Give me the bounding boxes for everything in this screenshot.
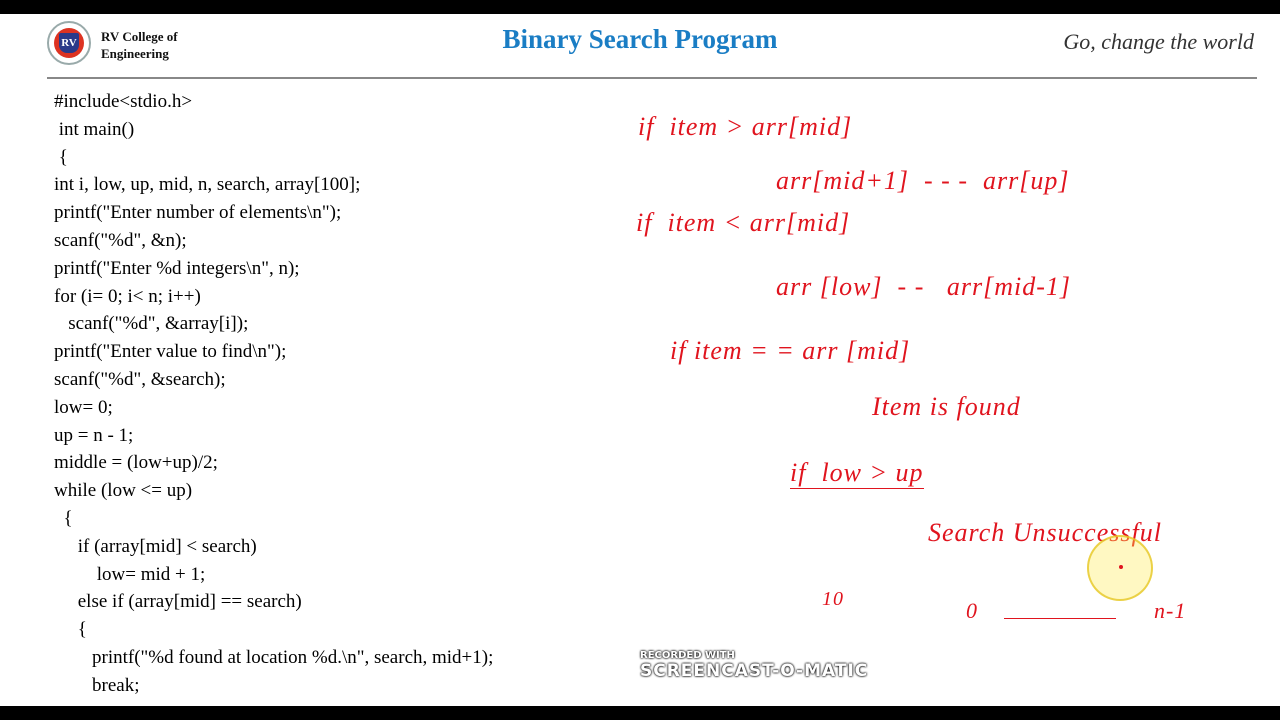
code-line: int main() [54,118,135,140]
code-line: scanf("%d", &n); [54,229,187,251]
note-ten: 10 [822,588,844,610]
slide-title: Binary Search Program [502,24,778,54]
code-line: low= 0; [54,396,113,418]
code-line: up = n - 1; [54,424,134,446]
header-divider [47,77,1257,79]
code-line: printf("Enter number of elements\n"); [54,202,342,224]
code-line: while (low <= up) [54,480,193,502]
code-block [54,88,493,700]
code-line: printf("Enter value to find\n"); [54,341,287,363]
code-line: #include<stdio.h> [54,91,193,112]
college-name-line2: Engineering [101,46,169,61]
screencast-watermark [640,650,868,681]
note-if-greater: if item > arr[mid] [638,112,853,141]
code-line: printf("%d found at location %d.\n", search, mid+1); [54,646,494,668]
tagline: Go, change the world [1063,29,1254,54]
note-n-minus-1: n-1 [1154,598,1187,623]
code-line: { [54,507,73,529]
code-line: scanf("%d", &array[i]); [54,313,249,335]
note-lower-range: arr [low] - - arr[mid-1] [776,272,1071,301]
note-if-equal: if item = = arr [mid] [670,336,911,365]
code-line: break; [54,674,140,696]
watermark-line1: RECORDED WITH [640,650,735,661]
code-line: low= mid + 1; [54,563,206,585]
pointer-dot [1119,565,1123,569]
code-line: middle = (low+up)/2; [54,452,218,474]
note-if-less: if item < arr[mid] [636,208,851,237]
note-zero: 0 [966,598,978,623]
code-line: if (array[mid] < search) [54,535,257,557]
bottom-black-bar [0,706,1280,720]
code-line: for (i= 0; i< n; i++) [54,285,201,307]
code-line: { [54,146,68,168]
note-search-unsuccessful: Search Unsuccessful [928,518,1162,547]
pointer-highlight [1087,535,1153,601]
note-item-found: Item is found [872,392,1021,421]
college-logo: RV [47,21,91,65]
watermark-line2: SCREENCAST-O-MATIC [640,661,869,681]
note-upper-range: arr[mid+1] - - - arr[up] [776,166,1070,195]
top-black-bar [0,0,1280,14]
code-line: int i, low, up, mid, n, search, array[100]; [54,174,361,196]
code-line: scanf("%d", &search); [54,368,226,390]
code-line: else if (array[mid] == search) [54,591,302,613]
note-range-line [1004,618,1116,619]
note-if-low-gt-up: if low > up [790,458,924,487]
college-name-line1: RV College of [101,29,178,44]
code-line: printf("Enter %d integers\n", n); [54,257,300,279]
code-line: { [54,619,87,641]
